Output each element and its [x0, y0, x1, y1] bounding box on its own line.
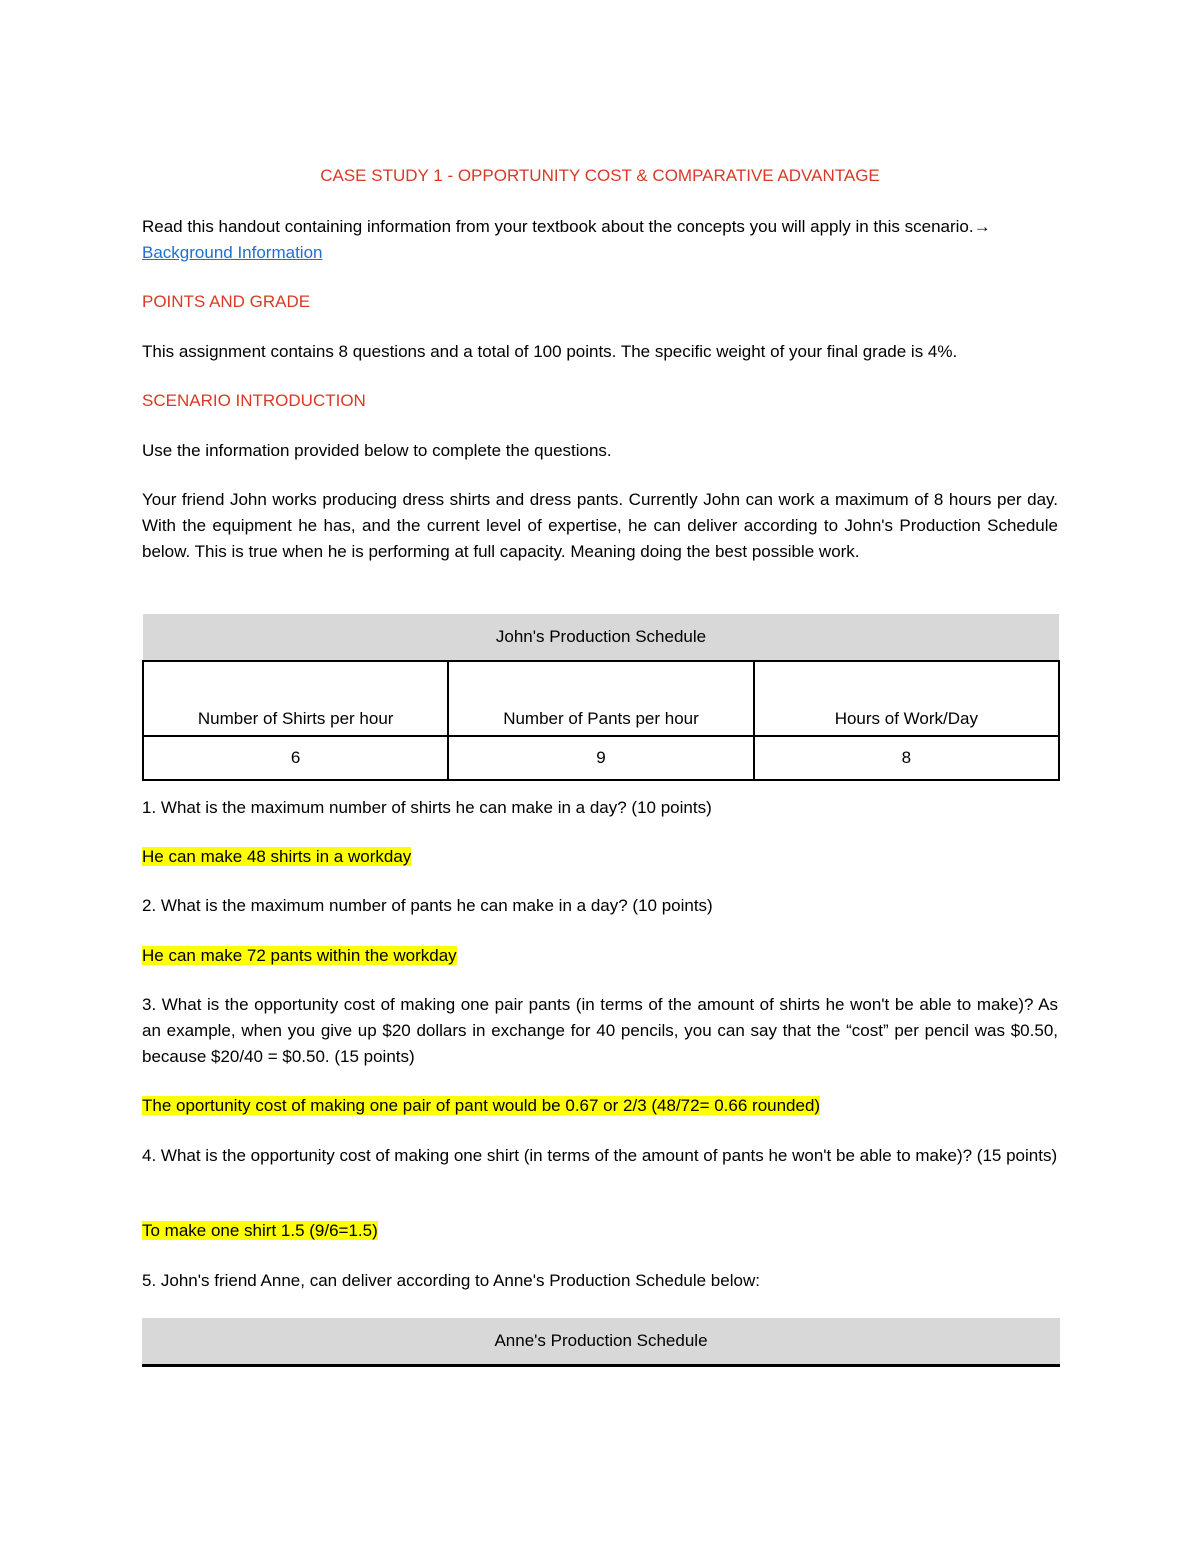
- john-production-table: [142, 612, 1060, 781]
- points-heading: POINTS AND GRADE: [142, 292, 311, 311]
- intro-text: [142, 214, 1058, 240]
- column-header: Number of Shirts per hour: [143, 661, 448, 736]
- column-header: Number of Pants per hour: [448, 661, 753, 736]
- question-2: 2. What is the maximum number of pants he can make in a day? (10 points): [142, 896, 713, 915]
- points-text: This assignment contains 8 questions and a total of 100 points. The specific weight of your final grade is 4%.: [142, 342, 958, 361]
- table-cell: 9: [448, 736, 753, 780]
- background-information-link[interactable]: Background Information: [142, 243, 323, 262]
- question-5: 5. John's friend Anne, can deliver according to Anne's Production Schedule below:: [142, 1271, 760, 1290]
- answer-1: He can make 48 shirts in a workday: [142, 847, 412, 866]
- question-4: 4. What is the opportunity cost of making one shirt (in terms of the amount of pants he won't be able to make)? (15 points): [142, 1146, 1058, 1165]
- anne-table-title: Anne's Production Schedule: [142, 1317, 1060, 1366]
- john-table-title: John's Production Schedule: [143, 613, 1059, 661]
- question-1: 1. What is the maximum number of shirts he can make in a day? (10 points): [142, 798, 712, 817]
- anne-production-table: [142, 1316, 1060, 1367]
- column-header: Hours of Work/Day: [754, 661, 1059, 736]
- intro-sentence: Read this handout containing information from your textbook about the concepts you will apply in this scenario.: [142, 217, 974, 236]
- table-cell: 6: [143, 736, 448, 780]
- table-cell: 8: [754, 736, 1059, 780]
- scenario-instruction: Use the information provided below to complete the questions.: [142, 441, 612, 460]
- answer-4: To make one shirt 1.5 (9/6=1.5): [142, 1221, 378, 1240]
- scenario-paragraph: Your friend John works producing dress shirts and dress pants. Currently John can work a maximum of 8 hours per day. With the equipment he has, and the current level of expertise, he can deliver according to John's Production Schedule below. This is true when he is performing at full capacity. Meaning doing the best possible work.: [142, 490, 1058, 561]
- question-3: 3. What is the opportunity cost of making one pair pants (in terms of the amount of shirts he won't be able to make)? As an example, when you give up $20 dollars in exchange for 40 pencils, you can say that the “cost” per pencil was $0.50, because $20/40 = $0.50. (15 points): [142, 995, 1058, 1066]
- document-title: CASE STUDY 1 - OPPORTUNITY COST & COMPARATIVE ADVANTAGE: [320, 166, 880, 185]
- answer-2: He can make 72 pants within the workday: [142, 946, 457, 965]
- answer-3: The oportunity cost of making one pair of pant would be 0.67 or 2/3 (48/72= 0.66 rounded): [142, 1096, 821, 1115]
- arrow-icon: →: [973, 217, 991, 236]
- scenario-heading: SCENARIO INTRODUCTION: [142, 391, 366, 410]
